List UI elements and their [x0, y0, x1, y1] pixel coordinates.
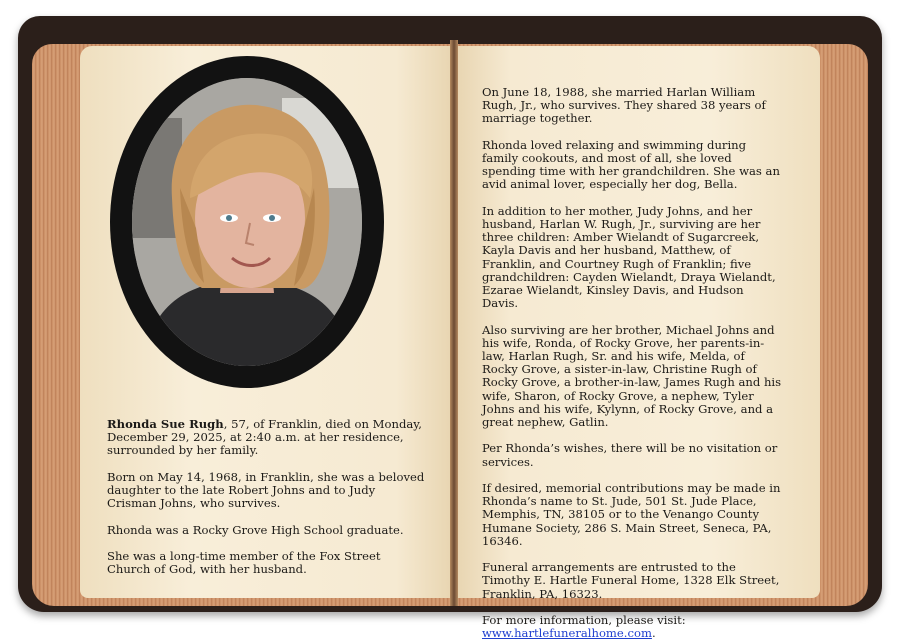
left-page-text	[107, 418, 425, 590]
education-paragraph: Rhonda was a Rocky Grove High School graduate.	[107, 522, 404, 537]
extended-family-paragraph: Also surviving are her brother, Michael Johns and his wife, Ronda, of Rocky Grove, her parents-in-law, Harlan Rugh, Sr. and his wife, Melda, of Rocky Grove, a sister-in-law, Christine Rugh of Rocky Grove, a brother-in-law, James Rugh and his wife, Sharon, of Rocky Grove, a nephew, Tyler Johns and his wife, Kylynn, of Rocky Grove, and a great nephew, Gatlin.	[482, 322, 782, 430]
birth-paragraph: Born on May 14, 1968, in Franklin, she was a beloved daughter to the late Robert Johns and to Judy Crisman Johns, who survives.	[107, 469, 425, 511]
arrangements-paragraph: Funeral arrangements are entrusted to the Timothy E. Hartle Funeral Home, 1328 Elk Street, Franklin, PA, 16323.	[482, 560, 780, 601]
portrait-frame	[110, 56, 384, 388]
funeral-home-link[interactable]: www.hartlefuneralhome.com	[482, 626, 652, 640]
hobbies-paragraph: Rhonda loved relaxing and swimming during family cookouts, and most of all, she loved spending time with her grandchildren. She was an avid animal lover, especially her dog, Bella.	[482, 137, 780, 192]
marriage-paragraph: On June 18, 1988, she married Harlan William Rugh, Jr., who survives. They shared 38 years of marriage together.	[482, 85, 766, 126]
link-period: .	[651, 626, 656, 640]
intro-paragraph	[107, 418, 425, 458]
intro-text: , 57, of Franklin, died on Monday, December 29, 2025, at 2:40 a.m. at her residence, surrounded by her family.	[107, 417, 422, 458]
right-page-text	[482, 86, 782, 640]
services-paragraph: Per Rhonda’s wishes, there will be no visitation or services.	[482, 441, 778, 469]
memorial-paragraph: If desired, memorial contributions may be made in Rhonda’s name to St. Jude, 501 St. Jude Place, Memphis, TN, 38105 or to the Venango County Humane Society, 286 S. Main Street, Seneca, PA, 16346.	[482, 481, 781, 548]
portrait-photo	[132, 78, 362, 366]
survivors-paragraph: In addition to her mother, Judy Johns, and her husband, Harlan W. Rugh, Jr., surviving are her three children: Amber Wielandt of Sugarcreek, Kayla Davis and her husband, Matthew, of Franklin, and Courtney Rugh of Franklin; five grandchildren: Cayden Wielandt, Draya Wielandt, Ezarae Wielandt, Kinsley Davis, and Hudson Davis.	[482, 203, 776, 311]
church-paragraph: She was a long-time member of the Fox Street Church of God, with her husband.	[107, 548, 381, 577]
book-spine	[450, 40, 458, 606]
more-info-paragraph	[482, 614, 782, 640]
deceased-name: Rhonda Sue Rugh	[107, 417, 224, 431]
more-info-text: For more information, please visit:	[482, 613, 686, 628]
